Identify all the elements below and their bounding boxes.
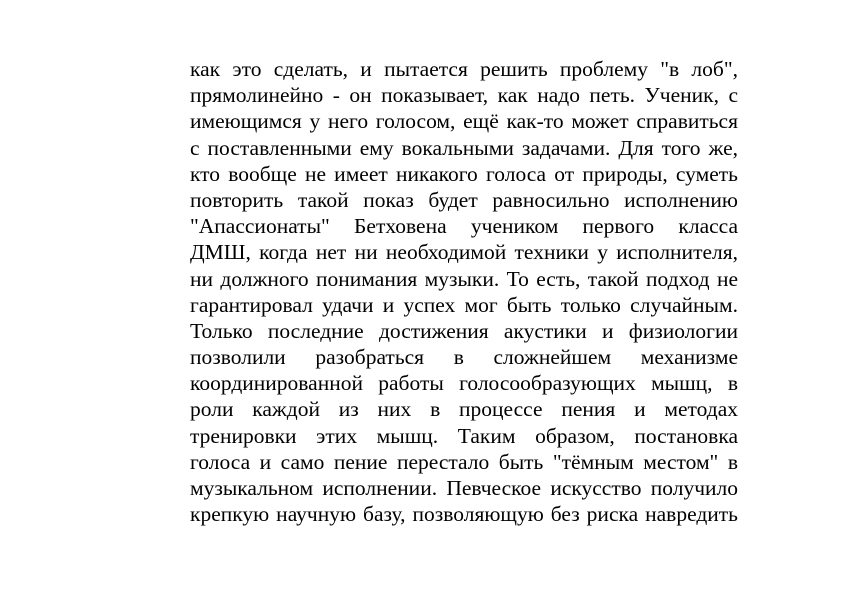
text-line: музыкальном исполнении. Певческое искусство получило [190, 476, 738, 500]
text-line: "Апассионаты" Бетховена учеником первого класса [190, 214, 738, 239]
text-line: кто вообще не имеет никакого голоса от природы, суметь [190, 161, 738, 186]
text-line: позволили разобраться в сложнейшем механизме [190, 345, 738, 370]
text-line: как это сделать, и пытается решить проблему "в лоб", [190, 57, 738, 81]
text-line: повторить такой показ будет равносильно исполнению [190, 187, 738, 212]
text-line: координированной работы голосообразующих мышц, в [190, 371, 738, 396]
text-line: Только последние достижения акустики и физиологии [190, 318, 738, 343]
text-line: гарантировал удачи и успех мог быть только случайным. [190, 292, 738, 317]
text-line: ДМШ, когда нет ни необходимой техники у исполнителя, [190, 240, 738, 265]
text-line: ни должного понимания музыки. То есть, такой подход не [190, 266, 738, 291]
text-line: имеющимся у него голосом, ещё как-то может справиться [190, 109, 738, 134]
text-line: прямолинейно - он показывает, как надо петь. Ученик, с [190, 83, 738, 108]
body-paragraph [190, 56, 738, 527]
text-line: тренировки этих мышц. Таким образом, постановка [190, 423, 738, 448]
text-line: с поставленными ему вокальными задачами. Для того же, [190, 135, 738, 160]
text-line: крепкую научную базу, позволяющую без риска навредить [190, 502, 738, 527]
text-line: голоса и само пение перестало быть "тёмным местом" в [190, 449, 738, 474]
text-line: роли каждой из них в процессе пения и методах [190, 397, 738, 422]
